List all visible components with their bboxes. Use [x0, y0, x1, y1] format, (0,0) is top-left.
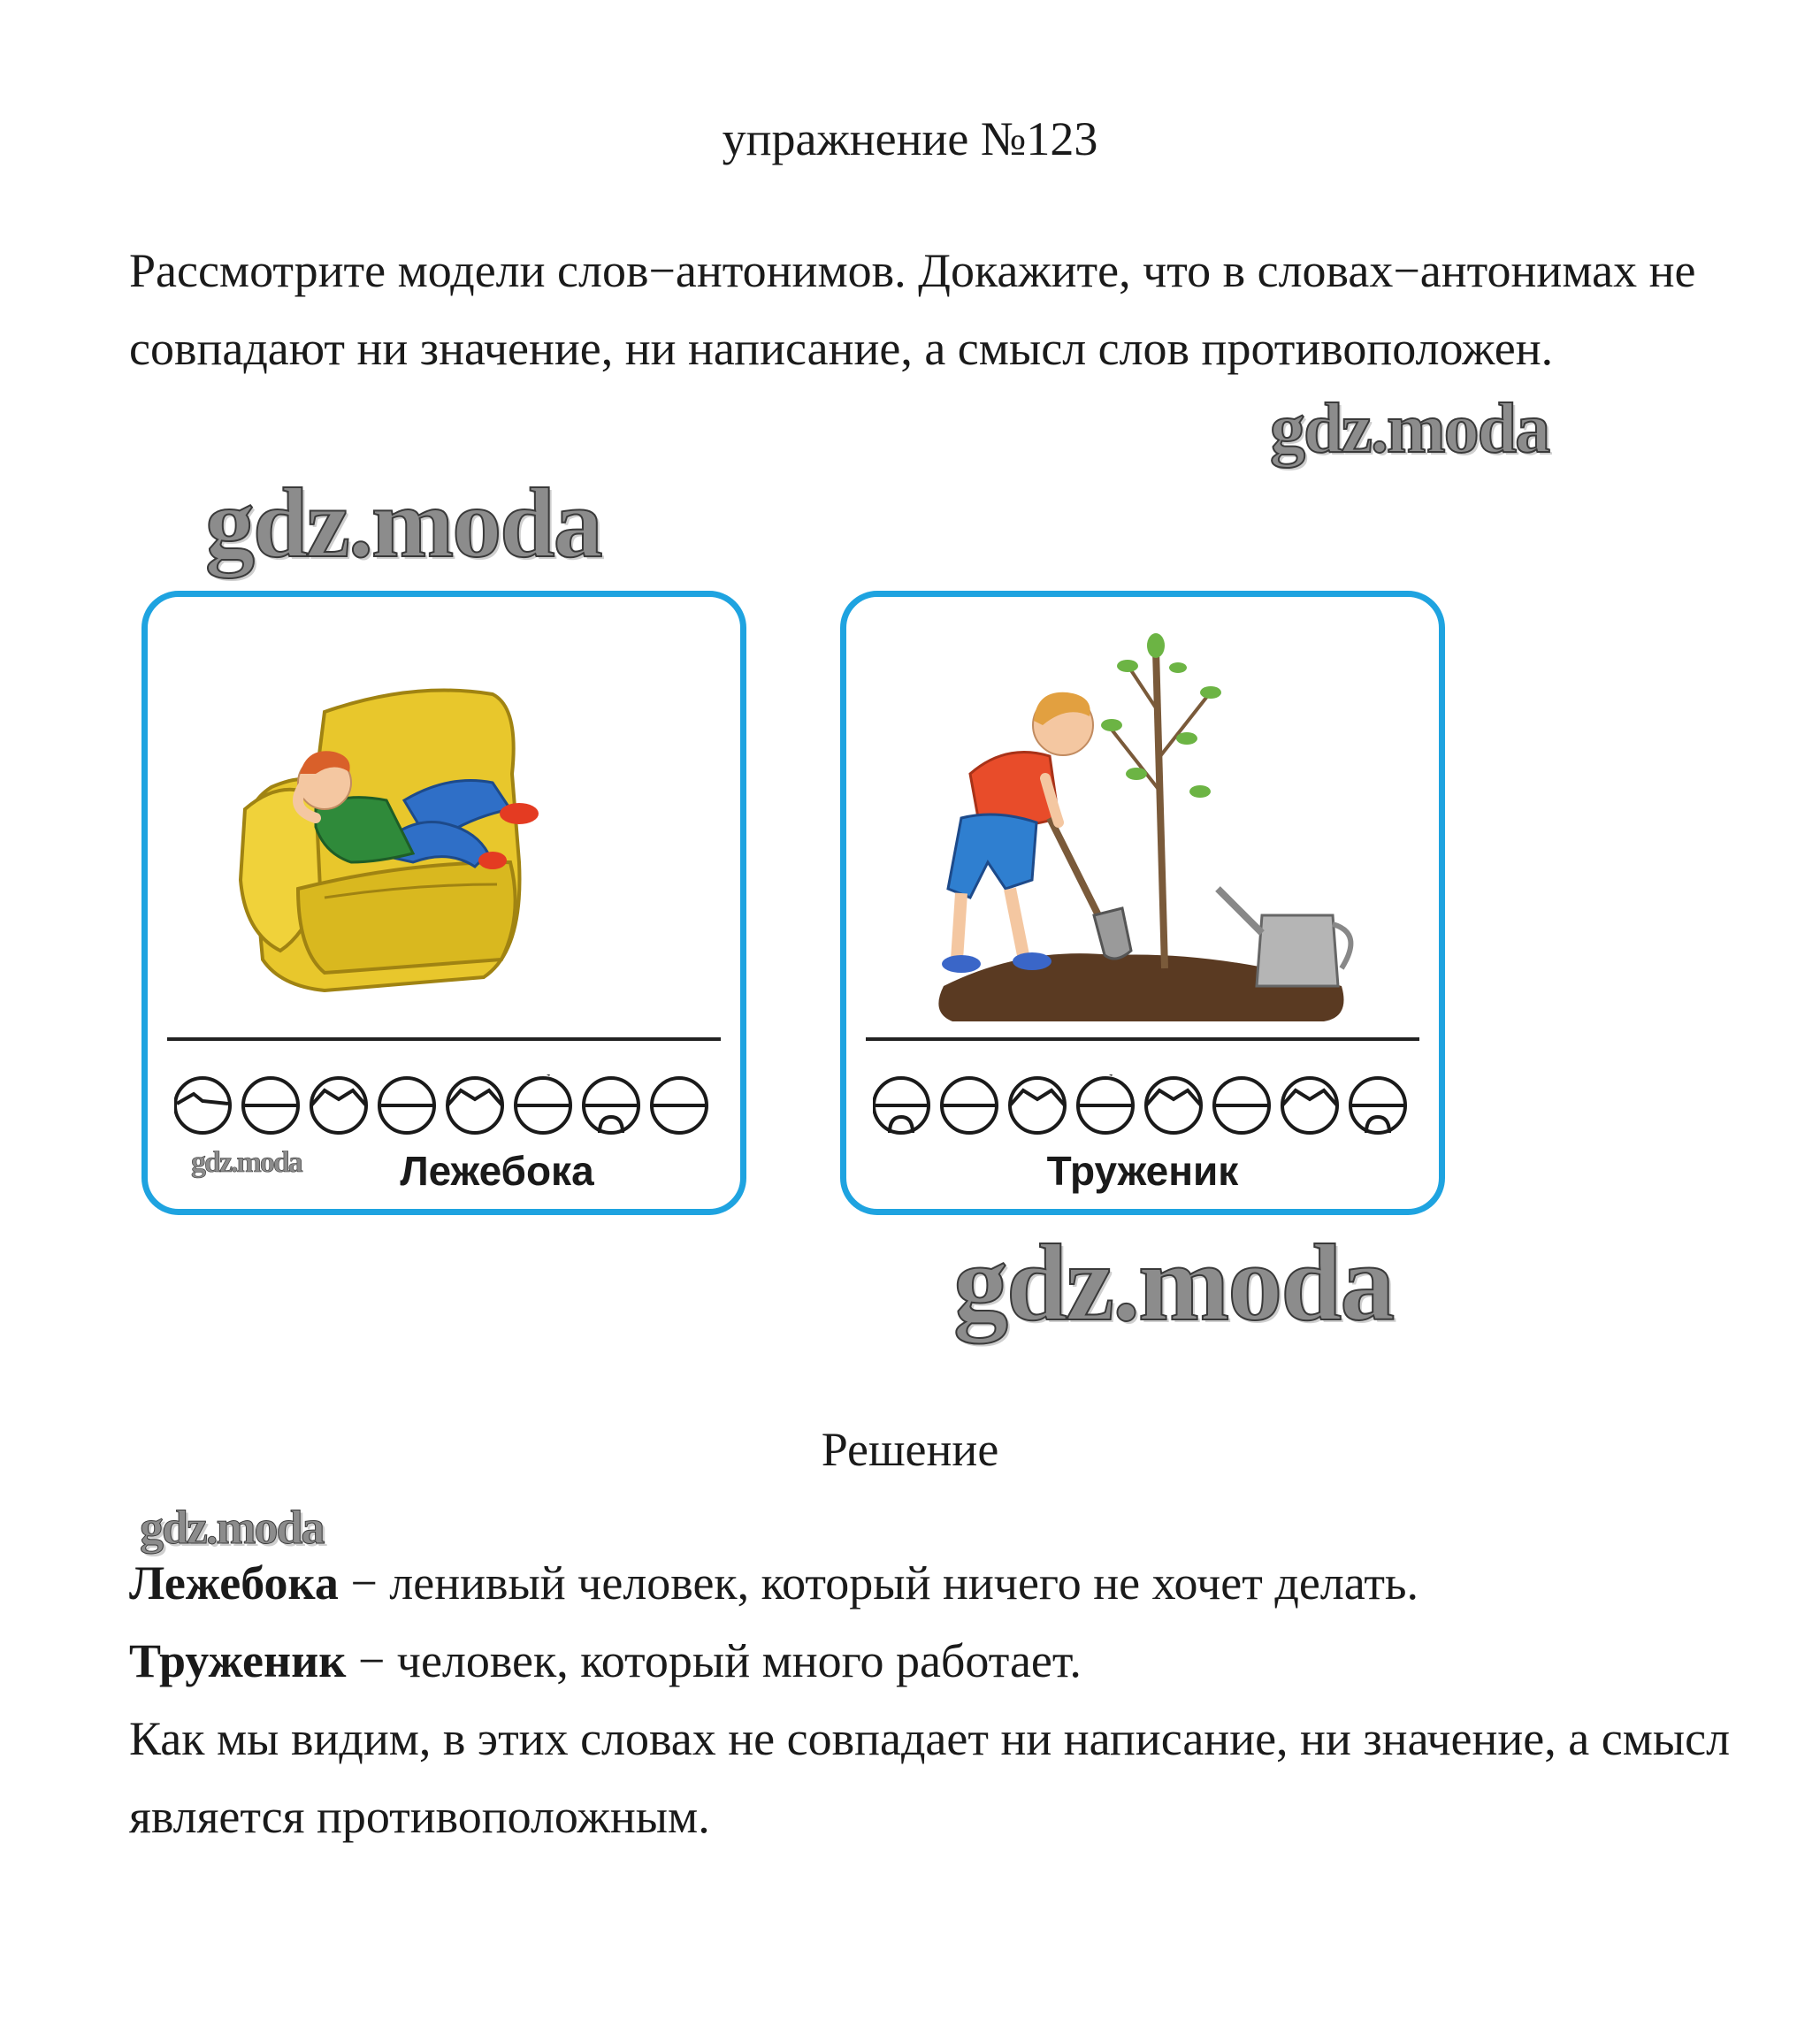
- answer-definition: − ленивый человек, который ничего не хочет делать.: [338, 1556, 1419, 1610]
- sound-model-icon: [873, 1074, 1421, 1136]
- armchair-illustration: [148, 597, 740, 1039]
- answer-line-lazybones: [129, 1544, 1739, 1622]
- solution-heading: Решение: [821, 1423, 999, 1476]
- answer-term: Труженик: [129, 1634, 347, 1687]
- exercise-title: упражнение №123: [722, 112, 1098, 165]
- card-divider: [866, 1037, 1419, 1041]
- watermark: gdz.moda: [953, 1222, 1394, 1343]
- watermark: gdz.moda: [191, 1146, 302, 1179]
- watermark: gdz.moda: [1270, 390, 1549, 468]
- word-card-lazybones: [141, 591, 746, 1215]
- watermark: gdz.moda: [205, 469, 601, 578]
- answer-conclusion: Как мы видим, в этих словах не совпадает ни написание, ни значение, а смысл является противоположным.: [129, 1712, 1731, 1843]
- planting-illustration: [846, 597, 1439, 1039]
- word-card-hard-worker: [840, 591, 1445, 1215]
- answer-term: Лежебока: [129, 1556, 339, 1610]
- card-divider: [167, 1037, 721, 1041]
- task-text: Рассмотрите модели слов−антонимов. Докажите, что в словах−антонимах не совпадают ни значение, ни написание, а смысл слов противоположен.: [129, 244, 1696, 375]
- sound-model-icon: [174, 1074, 723, 1136]
- answer-line-hard-worker: [129, 1622, 1739, 1700]
- word-label: Лежебока: [400, 1148, 594, 1194]
- answer-text: [129, 1544, 1739, 1855]
- watermark: gdz.moda: [140, 1501, 324, 1554]
- word-label: Труженик: [1046, 1148, 1239, 1194]
- answer-definition: − человек, который много работает.: [346, 1634, 1082, 1687]
